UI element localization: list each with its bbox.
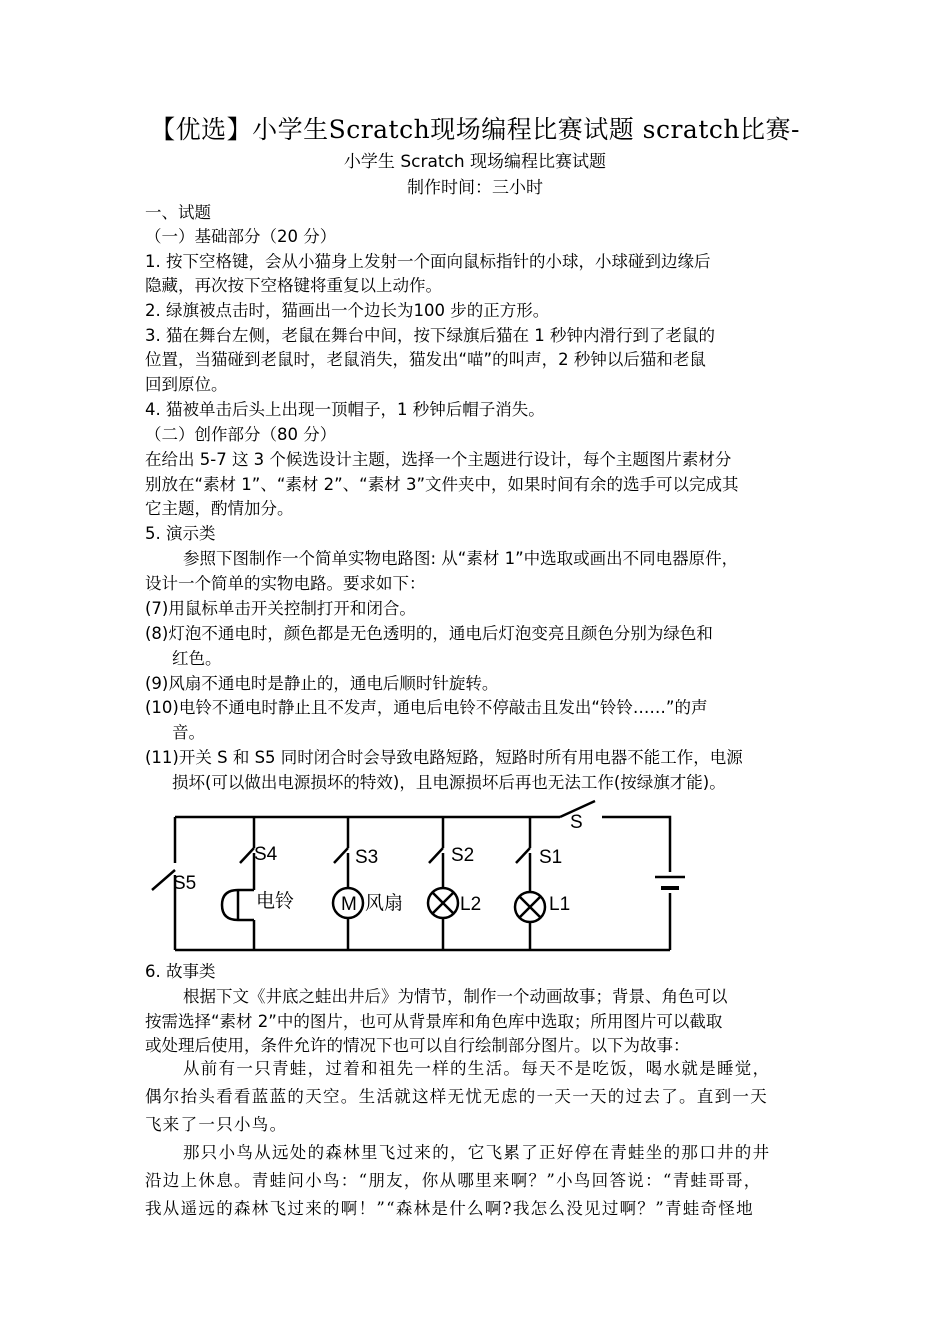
bell-frame bbox=[238, 890, 254, 920]
story-paragraph-1-line-1: 从前有一只青蛙，过着和祖先一样的生活。每天不是吃饭，喝水就是睡觉， bbox=[183, 1059, 771, 1078]
question-3-line-3: 回到原位。 bbox=[145, 375, 228, 394]
bell-dome bbox=[222, 890, 238, 920]
question-4: 4. 猫被单击后头上出现一顶帽子，1 秒钟后帽子消失。 bbox=[145, 400, 545, 419]
fan-label: 风扇 bbox=[365, 893, 404, 914]
question-5-heading: 5. 演示类 bbox=[145, 524, 216, 543]
lamp-l2-label: L2 bbox=[460, 894, 482, 915]
switch-s2-label: S2 bbox=[451, 845, 475, 866]
requirement-10-line-2: 音。 bbox=[172, 723, 205, 742]
requirement-7: (7)用鼠标单击开关控制打开和闭合。 bbox=[145, 599, 416, 618]
switch-s3-label: S3 bbox=[355, 847, 379, 868]
question-6-heading: 6. 故事类 bbox=[145, 962, 216, 981]
story-paragraph-2-line-1: 那只小鸟从远处的森林里飞过来的，它飞累了正好停在青蛙坐的那口井的井 bbox=[183, 1143, 771, 1162]
switch-s4-label: S4 bbox=[254, 844, 278, 865]
circuit-diagram bbox=[140, 795, 700, 965]
switch-s5-label: S5 bbox=[173, 873, 197, 894]
lamp-l1-label: L1 bbox=[549, 894, 571, 915]
question-1-line-2: 隐藏，再次按下空格键将重复以上动作。 bbox=[145, 276, 442, 295]
time-limit: 制作时间：三小时 bbox=[407, 178, 543, 198]
lamp-l1-cross bbox=[519, 896, 541, 918]
part2-intro-line-3: 它主题，酌情加分。 bbox=[145, 499, 294, 518]
part2-intro-line-2: 别放在“素材 1”、“素材 2”、“素材 3”文件夹中，如果时间有余的选手可以完成其 bbox=[145, 475, 739, 494]
part2-intro-line-1: 在给出 5-7 这 3 个候选设计主题，选择一个主题进行设计，每个主题图片素材分 bbox=[145, 450, 732, 469]
requirement-8-line-2: 红色。 bbox=[172, 649, 222, 668]
question-6-line-2: 按需选择“素材 2”中的图片，也可从背景库和角色库中选取；所用图片可以截取 bbox=[145, 1012, 723, 1031]
switch-s2-blade bbox=[429, 848, 443, 863]
question-3-line-1: 3. 猫在舞台左侧，老鼠在舞台中间，按下绿旗后猫在 1 秒钟内滑行到了老鼠的 bbox=[145, 326, 715, 345]
switch-s1-label: S1 bbox=[539, 847, 563, 868]
exam-subtitle: 小学生 Scratch 现场编程比赛试题 bbox=[343, 152, 607, 172]
requirement-9: (9)风扇不通电时是静止的，通电后顺时针旋转。 bbox=[145, 674, 499, 693]
switch-s-label: S bbox=[570, 812, 583, 833]
question-6-line-1: 根据下文《井底之蛙出井后》为情节，制作一个动画故事；背景、角色可以 bbox=[183, 987, 728, 1006]
requirement-11-line-2: 损坏(可以做出电源损坏的特效)，且电源损坏后再也无法工作(按绿旗才能)。 bbox=[172, 773, 726, 792]
story-paragraph-1-line-2: 偶尔抬头看看蓝蓝的天空。生活就这样无忧无虑的一天一天的过去了。直到一天 bbox=[145, 1087, 768, 1106]
section-heading: 一、试题 bbox=[145, 203, 211, 222]
story-paragraph-1-line-3: 飞来了一只小鸟。 bbox=[145, 1115, 288, 1134]
story-paragraph-2-line-3: 我从遥远的森林飞过来的啊！”“森林是什么啊?我怎么没见过啊？”青蛙奇怪地 bbox=[145, 1199, 754, 1218]
switch-s5-blade bbox=[152, 870, 175, 890]
requirement-10-line-1: (10)电铃不通电时静止且不发声，通电后电铃不停敲击且发出“铃铃……”的声 bbox=[145, 698, 708, 717]
switch-s3-blade bbox=[334, 848, 348, 863]
story-paragraph-2-line-2: 沿边上休息。青蛙问小鸟：“朋友，你从哪里来啊？”小鸟回答说：“青蛙哥哥， bbox=[145, 1171, 762, 1190]
switch-s1-blade bbox=[516, 848, 530, 863]
lamp-l2-cross bbox=[432, 892, 454, 914]
question-3-line-2: 位置，当猫碰到老鼠时，老鼠消失，猫发出“喵”的叫声，2 秒钟以后猫和老鼠 bbox=[145, 350, 706, 369]
top-right-wire bbox=[602, 817, 670, 872]
question-5-line-1: 参照下图制作一个简单实物电路图: 从“素材 1”中选取或画出不同电器原件， bbox=[183, 549, 739, 568]
switch-s4-blade bbox=[240, 848, 254, 863]
question-2: 2. 绿旗被点击时，猫画出一个边长为100 步的正方形。 bbox=[145, 301, 550, 320]
motor-symbol: M bbox=[341, 894, 357, 915]
requirement-8-line-1: (8)灯泡不通电时，颜色都是无色透明的，通电后灯泡变亮且颜色分别为绿色和 bbox=[145, 624, 713, 643]
document-title: 【优选】小学生Scratch现场编程比赛试题 scratch比赛- bbox=[150, 115, 800, 144]
requirement-11-line-1: (11)开关 S 和 S5 同时闭合时会导致电路短路，短路时所有用电器不能工作，电源 bbox=[145, 748, 743, 767]
question-1-line-1: 1. 按下空格键，会从小猫身上发射一个面向鼠标指针的小球，小球碰到边缘后 bbox=[145, 252, 711, 271]
part2-heading: （二）创作部分（80 分） bbox=[145, 425, 337, 444]
part1-heading: （一）基础部分（20 分） bbox=[145, 227, 337, 246]
question-6-line-3: 或处理后使用，条件允许的情况下也可以自行绘制部分图片。以下为故事： bbox=[145, 1036, 690, 1055]
bell-label: 电铃 bbox=[256, 891, 295, 912]
question-5-line-2: 设计一个简单的实物电路。要求如下： bbox=[145, 574, 426, 593]
